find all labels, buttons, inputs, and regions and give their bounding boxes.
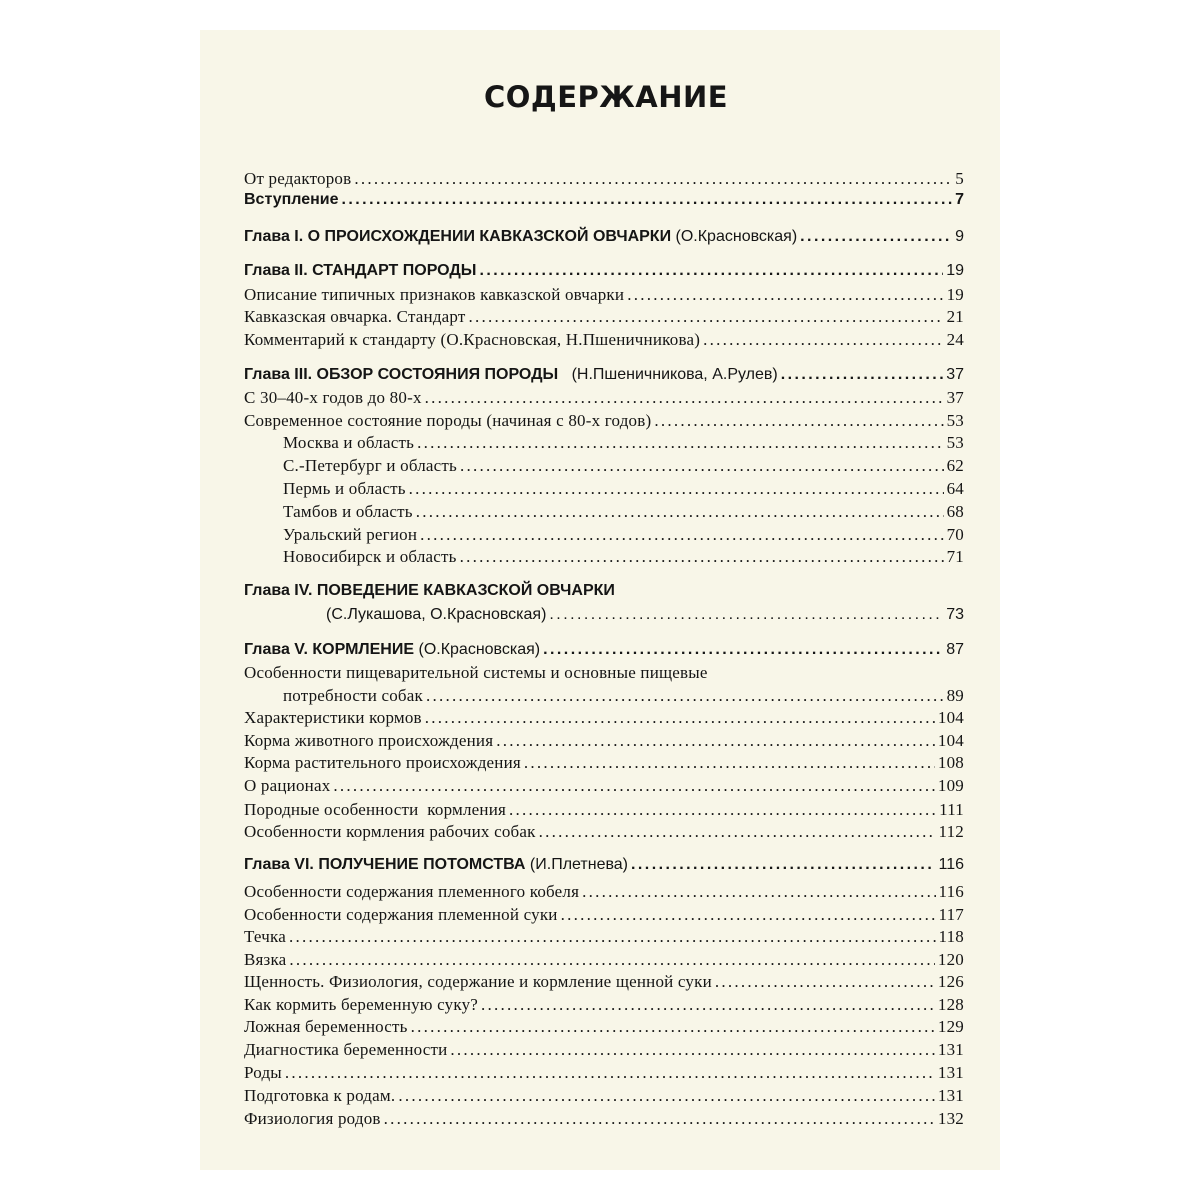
toc-chapter-title: Глава VI. ПОЛУЧЕНИЕ ПОТОМСТВА xyxy=(244,856,526,873)
toc-entry-page: 19 xyxy=(946,262,964,279)
toc-entry[interactable] xyxy=(244,329,964,351)
dot-leader xyxy=(800,226,952,248)
toc-entry-page: 53 xyxy=(946,433,964,452)
toc-chapter-continuation[interactable] xyxy=(326,604,964,626)
dot-leader xyxy=(703,329,944,351)
toc-entry-title: Современное состояние породы (начиная с 80-х годов) xyxy=(244,411,652,430)
toc-entry-title: Породные особенности кормления xyxy=(244,800,507,819)
toc-entry-page: 5 xyxy=(955,169,964,188)
toc-entry-title: Характеристики кормов xyxy=(244,708,422,727)
toc-entry-title: Роды xyxy=(244,1063,282,1082)
toc-subentry[interactable] xyxy=(283,524,964,546)
dot-leader xyxy=(781,364,944,386)
toc-entry-page: 108 xyxy=(937,753,964,772)
toc-chapter[interactable] xyxy=(244,260,964,282)
toc-entry[interactable] xyxy=(244,1039,964,1061)
toc-entry[interactable] xyxy=(244,1062,964,1084)
dot-leader xyxy=(481,994,935,1016)
toc-entry-page: 126 xyxy=(937,972,964,991)
dot-leader xyxy=(420,524,943,546)
toc-entry[interactable] xyxy=(244,168,964,190)
toc-chapter[interactable] xyxy=(244,364,964,386)
toc-entry-page: 128 xyxy=(937,995,964,1014)
toc-entry-title: Особенности пищеварительной системы и основные пищевые xyxy=(244,663,708,682)
dot-leader xyxy=(416,501,944,523)
dot-leader xyxy=(631,854,935,876)
toc-entry[interactable] xyxy=(244,1016,964,1038)
toc-entry-title: Пермь и область xyxy=(283,479,406,498)
dot-leader xyxy=(496,730,935,752)
toc-entry[interactable] xyxy=(244,821,964,843)
toc-entry-page: 89 xyxy=(946,686,964,705)
toc-entry-title: Особенности содержания племенной суки xyxy=(244,905,558,924)
dot-leader xyxy=(627,284,943,306)
toc-entry-title: Диагностика беременности xyxy=(244,1040,448,1059)
toc-entry-page: 7 xyxy=(955,191,964,208)
dot-leader xyxy=(354,168,952,190)
dot-leader xyxy=(539,821,936,843)
toc-entry[interactable] xyxy=(244,410,964,432)
toc-entry-title: потребности собак xyxy=(283,686,423,705)
toc-chapter-author: (Н.Пшеничникова, А.Рулев) xyxy=(571,366,778,383)
dot-leader xyxy=(411,1016,935,1038)
toc-entry-page: 62 xyxy=(946,456,964,475)
toc-entry[interactable] xyxy=(244,949,964,971)
dot-leader xyxy=(450,1039,934,1061)
toc-entry-page: 131 xyxy=(937,1086,964,1105)
toc-entry-page: 117 xyxy=(938,905,964,924)
toc-subentry[interactable] xyxy=(283,478,964,500)
toc-chapter-title[interactable]: Глава IV. ПОВЕДЕНИЕ КАВКАЗСКОЙ ОВЧАРКИ xyxy=(244,582,615,599)
toc-entry[interactable] xyxy=(244,904,964,926)
dot-leader xyxy=(524,752,935,774)
toc-entry-page: 109 xyxy=(937,776,964,795)
dot-leader xyxy=(654,410,943,432)
toc-entry-page: 71 xyxy=(946,547,964,566)
toc-entry-title: Щенность. Физиология, содержание и кормление щенной суки xyxy=(244,972,712,991)
toc-entry-title: Корма растительного происхождения xyxy=(244,753,521,772)
dot-leader xyxy=(417,432,944,454)
toc-entry[interactable] xyxy=(244,881,964,903)
toc-entry-title: Течка xyxy=(244,927,286,946)
toc-entry[interactable] xyxy=(244,662,964,684)
toc-entry-page: 129 xyxy=(937,1017,964,1036)
dot-leader xyxy=(425,387,944,409)
dot-leader xyxy=(460,546,944,568)
toc-entry-title: Вязка xyxy=(244,950,287,969)
toc-entry[interactable] xyxy=(244,306,964,328)
dot-leader xyxy=(469,306,944,328)
dot-leader xyxy=(409,478,944,500)
toc-entry-title: Уральский регион xyxy=(283,525,418,544)
toc-entry-page: 37 xyxy=(946,388,964,407)
toc-entry[interactable] xyxy=(244,284,964,306)
dot-leader xyxy=(289,949,934,971)
dot-leader xyxy=(426,685,944,707)
toc-entry-page: 131 xyxy=(937,1040,964,1059)
toc-chapter-title: Глава II. СТАНДАРТ ПОРОДЫ xyxy=(244,262,477,279)
toc-entry-page: 64 xyxy=(946,479,964,498)
toc-entry-page: 120 xyxy=(937,950,964,969)
toc-entry-page: 118 xyxy=(938,927,964,946)
toc-entry-page: 104 xyxy=(937,731,964,750)
toc-entry-continuation[interactable] xyxy=(283,685,964,707)
toc-entry[interactable] xyxy=(244,1108,964,1130)
toc-entry-title: О рационах xyxy=(244,776,331,795)
toc-entry[interactable] xyxy=(244,994,964,1016)
toc-chapter-author: (С.Лукашова, О.Красновская) xyxy=(326,606,547,623)
toc-subentry[interactable] xyxy=(283,432,964,454)
dot-leader xyxy=(561,904,936,926)
dot-leader xyxy=(384,1108,935,1130)
toc-entry-title: С 30–40-х годов до 80-х xyxy=(244,388,422,407)
toc-entry[interactable] xyxy=(244,387,964,409)
dot-leader xyxy=(460,455,944,477)
toc-entry-page: 132 xyxy=(937,1109,964,1128)
toc-entry-title: Подготовка к родам. xyxy=(244,1086,396,1105)
toc-entry[interactable] xyxy=(244,730,964,752)
toc-entry[interactable] xyxy=(244,707,964,729)
toc-entry-title: Ложная беременность xyxy=(244,1017,408,1036)
toc-entry[interactable] xyxy=(244,799,964,821)
toc-subentry[interactable] xyxy=(283,455,964,477)
toc-entry-title: Особенности содержания племенного кобеля xyxy=(244,882,580,901)
toc-entry-page: 24 xyxy=(946,330,964,349)
toc-entry-title: Описание типичных признаков кавказской овчарки xyxy=(244,285,625,304)
toc-entry-title: Особенности кормления рабочих собак xyxy=(244,822,536,841)
toc-entry-title: Физиология родов xyxy=(244,1109,381,1128)
dot-leader xyxy=(342,189,953,211)
toc-entry-page: 116 xyxy=(938,856,964,873)
toc-entry-title: С.-Петербург и область xyxy=(283,456,458,475)
toc-entry[interactable] xyxy=(244,189,964,211)
toc-chapter[interactable] xyxy=(244,226,964,248)
toc-entry-page: 87 xyxy=(946,641,964,658)
toc-entry-page: 37 xyxy=(946,366,964,383)
toc-subentry[interactable] xyxy=(283,501,964,523)
toc-entry-title: Как кормить беременную суку? xyxy=(244,995,479,1014)
toc-chapter-title: Глава V. КОРМЛЕНИЕ xyxy=(244,641,415,658)
toc-entry[interactable] xyxy=(244,752,964,774)
toc-entry-page: 104 xyxy=(937,708,964,727)
dot-leader xyxy=(398,1085,935,1107)
toc-chapter-author: (О.Красновская) xyxy=(675,228,798,245)
toc-entry-page: 116 xyxy=(938,882,964,901)
dot-leader xyxy=(289,926,936,948)
toc-entry-title: Новосибирск и область xyxy=(283,547,457,566)
dot-leader xyxy=(425,707,935,729)
toc-entry-title: Кавказская овчарка. Стандарт xyxy=(244,307,466,326)
dot-leader xyxy=(549,604,943,626)
toc-entry-page: 68 xyxy=(946,502,964,521)
toc-entry-title: Комментарий к стандарту (О.Красновская, Н.Пшеничникова) xyxy=(244,330,701,349)
toc-chapter-title: Глава III. ОБЗОР СОСТОЯНИЯ ПОРОДЫ xyxy=(244,366,559,383)
toc-entry-title: Корма животного происхождения xyxy=(244,731,494,750)
toc-chapter-author: (О.Красновская) xyxy=(418,641,541,658)
dot-leader xyxy=(715,971,935,993)
dot-leader xyxy=(479,260,943,282)
page-title: СОДЕРЖАНИЕ xyxy=(483,80,729,114)
toc-chapter[interactable] xyxy=(244,639,964,661)
toc-entry-page: 111 xyxy=(939,800,964,819)
toc-chapter[interactable] xyxy=(244,854,964,876)
dot-leader xyxy=(582,881,935,903)
toc-entry-page: 131 xyxy=(937,1063,964,1082)
toc-entry-page: 53 xyxy=(946,411,964,430)
toc-chapter-title: Глава I. О ПРОИСХОЖДЕНИИ КАВКАЗСКОЙ ОВЧАРКИ xyxy=(244,228,672,245)
toc-entry-page: 112 xyxy=(938,822,964,841)
toc-entry[interactable] xyxy=(244,971,964,993)
toc-entry[interactable] xyxy=(244,926,964,948)
toc-chapter-author: (И.Плетнева) xyxy=(529,856,629,873)
toc-entry-title: Тамбов и область xyxy=(283,502,413,521)
dot-leader xyxy=(509,799,936,821)
toc-entry[interactable] xyxy=(244,1085,964,1107)
toc-entry-page: 9 xyxy=(955,228,964,245)
toc-entry-title: Вступление xyxy=(244,191,339,208)
toc-entry-page: 70 xyxy=(946,525,964,544)
toc-entry-title: От редакторов xyxy=(244,169,352,188)
toc-entry-page: 73 xyxy=(946,606,964,623)
dot-leader xyxy=(333,775,934,797)
toc-subentry[interactable] xyxy=(283,546,964,568)
dot-leader xyxy=(285,1062,935,1084)
toc-entry[interactable] xyxy=(244,775,964,797)
toc-entry-title: Москва и область xyxy=(283,433,415,452)
toc-entry-page: 21 xyxy=(946,307,964,326)
dot-leader xyxy=(543,639,943,661)
toc-entry-page: 19 xyxy=(946,285,964,304)
